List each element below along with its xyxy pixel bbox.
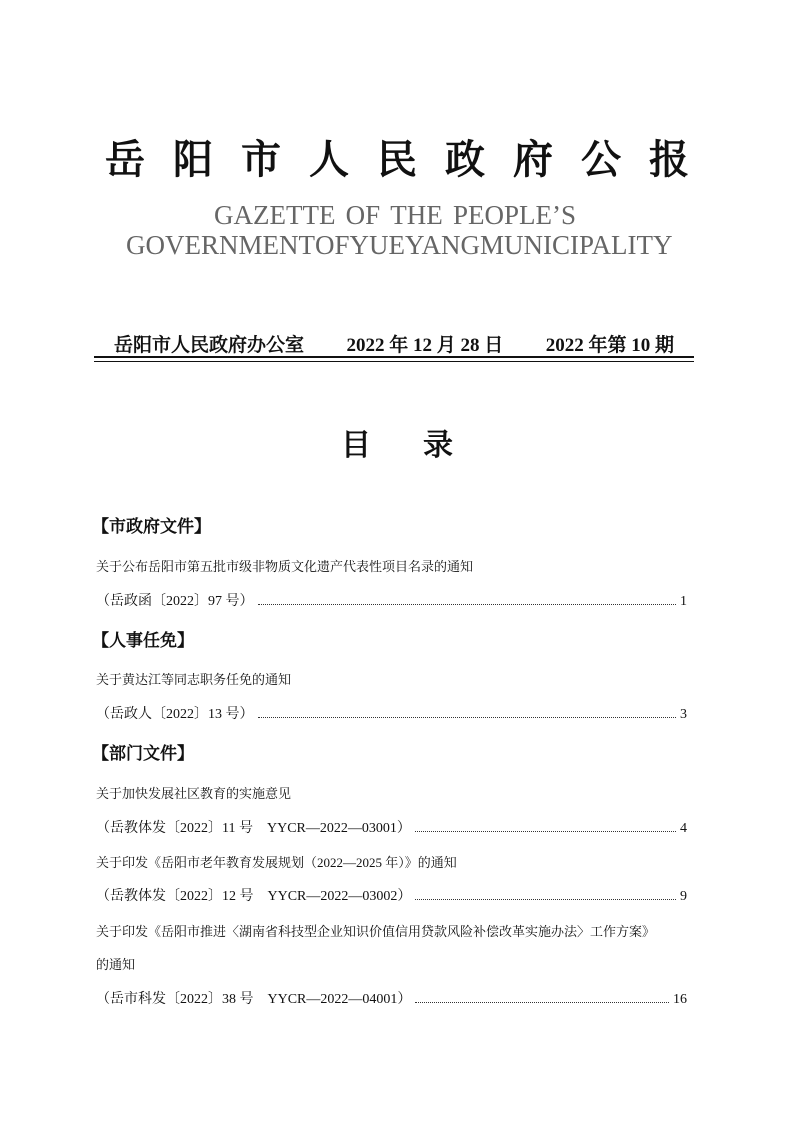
toc-item-ref: （岳政函〔2022〕97 号） <box>96 594 254 609</box>
gazette-title-cn: 岳阳市人民政府公报 <box>105 136 717 183</box>
title-en-word: GOVERNMENT <box>126 230 315 260</box>
issue-date: 2022 年 12 月 28 日 <box>346 335 504 356</box>
toc-item-ref: （岳市科发〔2022〕38 号 YYCR—2022—04001） <box>96 992 412 1007</box>
header-rule-thin <box>94 361 694 362</box>
toc-title: 目录 <box>341 428 505 463</box>
toc-item-page: 3 <box>680 707 687 722</box>
dot-leader <box>258 717 677 718</box>
toc-section-heading: 【市政府文件】 <box>92 517 211 537</box>
toc-item-ref: （岳教体发〔2022〕12 号 YYCR—2022—03002） <box>96 889 412 904</box>
toc-item-title[interactable]: 关于黄达江等同志职务任免的通知 <box>96 672 292 687</box>
title-en-word: OF <box>315 230 350 260</box>
issue-number: 2022 年第 10 期 <box>545 335 674 356</box>
toc-item-title[interactable]: 关于公布岳阳市第五批市级非物质文化遗产代表性项目名录的通知 <box>96 559 474 574</box>
publisher: 岳阳市人民政府办公室 <box>114 335 305 356</box>
title-en-word: GAZETTE <box>214 200 336 230</box>
toc-item-ref-line[interactable] <box>96 885 687 905</box>
toc-section-heading: 【部门文件】 <box>92 744 194 764</box>
issue-header <box>96 330 692 357</box>
header-rule-thick <box>94 356 694 358</box>
title-en-word: PEOPLE’S <box>452 200 576 230</box>
gazette-title-en-line1 <box>214 200 576 231</box>
toc-item-title[interactable]: 关于印发《岳阳市老年教育发展规划（2022—2025 年）》的通知 <box>96 855 457 870</box>
toc-item-title[interactable]: 关于印发《岳阳市推进〈湖南省科技型企业知识价值信用贷款风险补偿改革实施办法〉工作方案》 <box>96 924 656 939</box>
toc-item-page: 9 <box>680 889 687 904</box>
toc-item-page: 16 <box>673 992 687 1007</box>
toc-item-ref-line[interactable] <box>96 590 687 610</box>
toc-item-ref-line[interactable] <box>96 703 687 723</box>
toc-item-page: 4 <box>680 821 687 836</box>
dot-leader <box>415 831 676 832</box>
toc-item-ref: （岳教体发〔2022〕11 号 YYCR—2022—03001） <box>96 821 411 836</box>
title-en-word: THE <box>390 200 443 230</box>
toc-item-title[interactable]: 关于加快发展社区教育的实施意见 <box>96 786 292 801</box>
dot-leader <box>415 1002 669 1003</box>
title-en-word: MUNICIPALITY <box>480 230 673 260</box>
title-en-word: OF <box>345 200 381 230</box>
toc-item-ref: （岳政人〔2022〕13 号） <box>96 707 254 722</box>
toc-item-page: 1 <box>680 594 687 609</box>
gazette-title-en-line2 <box>126 230 673 261</box>
title-en-word: YUEYANG <box>349 230 481 260</box>
toc-section-heading: 【人事任免】 <box>92 631 194 651</box>
dot-leader <box>258 604 677 605</box>
toc-item-ref-line[interactable] <box>96 817 687 837</box>
toc-item-ref-line[interactable] <box>96 988 687 1008</box>
dot-leader <box>415 899 676 900</box>
toc-item-title-continued[interactable]: 的通知 <box>96 957 136 972</box>
